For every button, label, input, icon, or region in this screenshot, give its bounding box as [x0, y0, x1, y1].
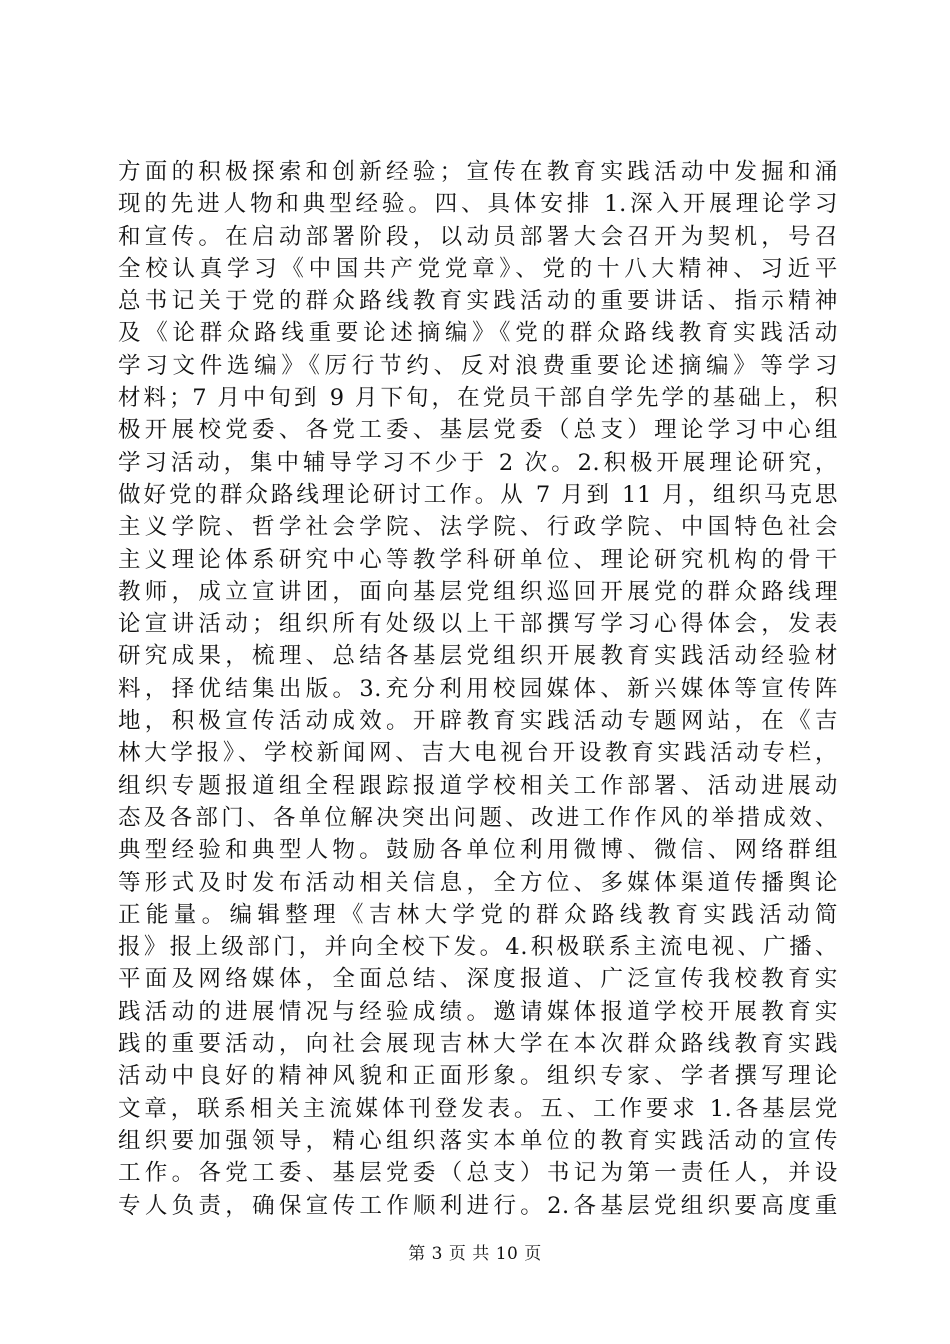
text-line: 做好党的群众路线理论研讨工作。从 7 月到 11 月，组织马克思: [118, 481, 838, 508]
text-line: 总书记关于党的群众路线教育实践活动的重要讲话、指示精神: [118, 288, 838, 315]
text-line: 地，积极宣传活动成效。开辟教育实践活动专题网站，在《吉: [118, 708, 838, 735]
text-line: 研究成果，梳理、总结各基层党组织开展教育实践活动经验材: [118, 643, 838, 670]
text-line: 践活动的进展情况与经验成绩。邀请媒体报道学校开展教育实: [118, 998, 838, 1025]
text-line: 料，择优结集出版。3.充分利用校园媒体、新兴媒体等宣传阵: [118, 675, 838, 702]
text-line: 专人负责，确保宣传工作顺利进行。2.各基层党组织要高度重: [118, 1192, 838, 1219]
text-line: 全校认真学习《中国共产党党章》、党的十八大精神、习近平: [118, 255, 838, 282]
text-line: 论宣讲活动；组织所有处级以上干部撰写学习心得体会，发表: [118, 611, 838, 638]
text-line: 学习活动，集中辅导学习不少于 2 次。2.积极开展理论研究，: [118, 449, 838, 476]
text-line: 学习文件选编》《厉行节约、反对浪费重要论述摘编》等学习: [118, 352, 838, 379]
text-line: 态及各部门、各单位解决突出问题、改进工作作风的举措成效、: [118, 804, 838, 831]
text-line: 主义学院、哲学社会学院、法学院、行政学院、中国特色社会: [118, 514, 838, 541]
text-line: 组织专题报道组全程跟踪报道学校相关工作部署、活动进展动: [118, 772, 838, 799]
text-line: 现的先进人物和典型经验。四、具体安排 1.深入开展理论学习: [118, 191, 838, 218]
text-line: 及《论群众路线重要论述摘编》《党的群众路线教育实践活动: [118, 320, 838, 347]
text-line: 工作。各党工委、基层党委（总支）书记为第一责任人，并设: [118, 1160, 838, 1187]
text-line: 报》报上级部门，并向全校下发。4.积极联系主流电视、广播、: [118, 934, 838, 961]
text-line: 极开展校党委、各党工委、基层党委（总支）理论学习中心组: [118, 417, 838, 444]
text-line: 活动中良好的精神风貌和正面形象。组织专家、学者撰写理论: [118, 1063, 838, 1090]
text-line: 材料；7 月中旬到 9 月下旬，在党员干部自学先学的基础上，积: [118, 385, 838, 412]
text-line: 典型经验和典型人物。鼓励各单位利用微博、微信、网络群组: [118, 837, 838, 864]
text-line: 等形式及时发布活动相关信息，全方位、多媒体渠道传播舆论: [118, 869, 838, 896]
text-line: 主义理论体系研究中心等教学科研单位、理论研究机构的骨干: [118, 546, 838, 573]
text-line: 平面及网络媒体，全面总结、深度报道、广泛宣传我校教育实: [118, 966, 838, 993]
text-line: 教师，成立宣讲团，面向基层党组织巡回开展党的群众路线理: [118, 578, 838, 605]
text-line: 和宣传。在启动部署阶段，以动员部署大会召开为契机，号召: [118, 223, 838, 250]
text-line: 文章，联系相关主流媒体刊登发表。五、工作要求 1.各基层党: [118, 1095, 838, 1122]
page-footer: 第 3 页 共 10 页: [408, 1244, 542, 1264]
text-line: 林大学报》、学校新闻网、吉大电视台开设教育实践活动专栏，: [118, 740, 838, 767]
text-line: 正能量。编辑整理《吉林大学党的群众路线教育实践活动简: [118, 901, 838, 928]
body-text: [118, 156, 838, 1222]
text-line: 方面的积极探索和创新经验；宣传在教育实践活动中发掘和涌: [118, 159, 838, 185]
text-line: 践的重要活动，向社会展现吉林大学在本次群众路线教育实践: [118, 1031, 838, 1058]
text-line: 组织要加强领导，精心组织落实本单位的教育实践活动的宣传: [118, 1127, 838, 1154]
